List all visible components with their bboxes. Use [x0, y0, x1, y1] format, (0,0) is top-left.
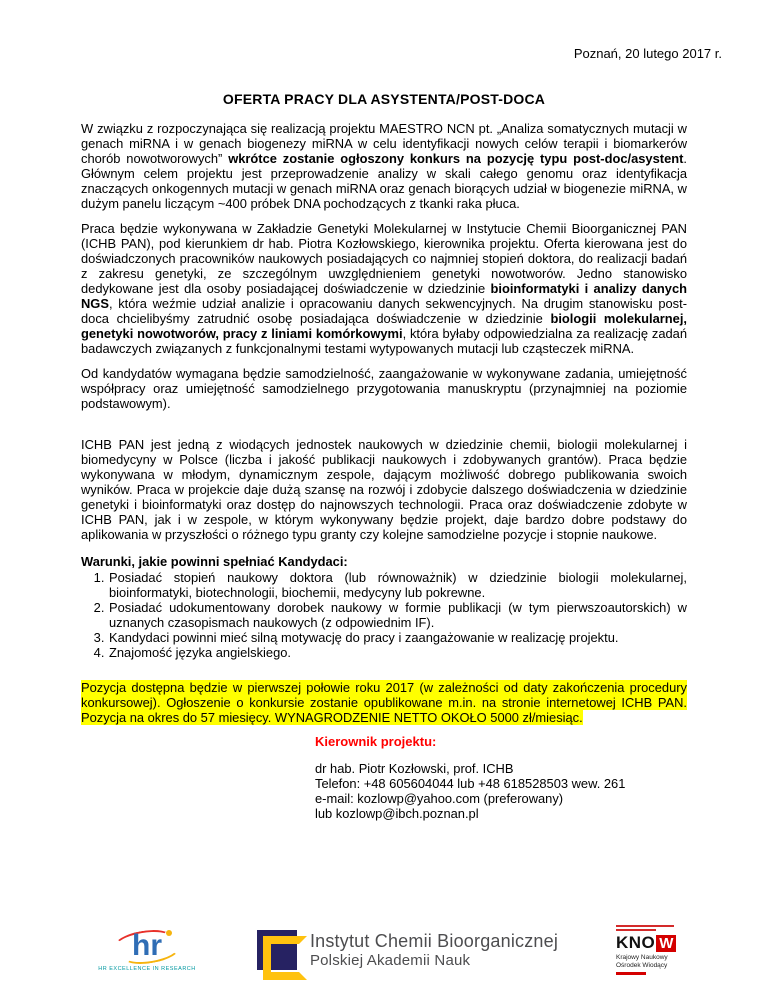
highlighted-text: Pozycja dostępna będzie w pierwszej połowie roku 2017 (w zależności od daty zakończenia procedury konkursowej). Ogłoszenie o konkursie zostanie opublikowane m.in. na stronie internetowej ICHB PAN. Pozycja na okres do 57 miesięcy. WYNAGRODZENIE NETTO OKOŁO 5000 zł/miesiąc. — [81, 680, 687, 725]
hr-logo-caption: HR EXCELLENCE IN RESEARCH — [98, 966, 196, 972]
paragraph-position-availability — [81, 680, 687, 725]
paragraph-workplace: Praca będzie wykonywana w Zakładzie Genetyki Molekularnej w Instytucie Chemii Bioorganicznej PAN (ICHB PAN), pod kierunkiem dr hab. Piotra Kozłowskiego, kierownika projektu. Oferta kierowana jest do doświadczonych pracowników naukowych posiadających co najmniej stopień doktora, do realizacji badań z zakresu genetyki, ze szczególnym uwzględnieniem genetyki nowotworów. Jedno stanowisko dedykowane jest dla osoby posiadającej doświadczenie w dziedzinie bioinformatyki i analizy danych NGS, która weźmie udział analizie i opracowaniu danych sekwencyjnych. Na drugim stanowisku post-doca chcielibyśmy zatrudnić osobę posiadająca doświadczenie w dziedzinie biologii molekularnej, genetyki nowotworów, pracy z liniami komórkowymi, która byłaby odpowiedzialna za realizację zadań badawczych związanych z funkcjonalnymi testami wytypowanych mutacji lub cząsteczek miRNA. — [81, 221, 688, 356]
contact-phone: Telefon: +48 605604044 lub +48 618528503 wew. 261 — [315, 776, 626, 791]
know-logo-caption-line2: Ośrodek Wiodący — [616, 962, 668, 969]
signature-block — [315, 734, 687, 821]
paragraph-candidate-expectations: Od kandydatów wymagana będzie samodzielność, zaangażowanie w wykonywane zadania, umiejętność współpracy oraz umiejętność samodzielnego przygotowania manuskryptu (przynajmniej na poziomie podstawowym). — [81, 366, 687, 411]
know-logo-years-bar-icon — [616, 972, 646, 975]
ichb-logo-text — [310, 931, 558, 970]
ichb-logo-line1: Instytut Chemii Bioorganicznej — [309, 930, 559, 951]
know-logo-topbar2-icon — [616, 929, 656, 931]
requirements-list — [81, 570, 687, 660]
requirement-item-1: 1. Posiadać stopień naukowy doktora (lub równoważnik) w dziedzinie biologii molekularnej, bioinformatyki, biotechnologii, biochemii, medycyny lub pokrewne. — [108, 570, 687, 600]
know-logo-acronym-black: KNO — [616, 933, 656, 952]
ichb-logo-line2: Polskiej Akademii Nauk — [309, 951, 471, 969]
know-logo-acronym — [616, 934, 698, 952]
contact-name: dr hab. Piotr Kozłowski, prof. ICHB — [315, 761, 514, 776]
footer-logos — [0, 914, 768, 986]
know-logo-caption — [616, 954, 698, 970]
ichb-pan-logo — [257, 930, 558, 970]
ichb-logo-icon — [257, 930, 297, 970]
requirement-item-4: 4. Znajomość języka angielskiego. — [108, 645, 687, 660]
paragraph-project-intro: W związku z rozpoczynająca się realizacją projektu MAESTRO NCN pt. „Analiza somatycznych mutacji w genach miRNA i w genach biogenezy miRNA w celu identyfikacji nowych celów terapii i biomarkerów chorób nowotworowych” wkrótce zostanie ogłoszony konkurs na pozycję typu post-doc/asystent. Głównym celem projektu jest przeprowadzenie analizy w skali całego genomu oraz identyfikacja znaczących onkogennych mutacji w genach miRNA oraz genach biorących udział w biogenezie miRNA, w dużym panelu liczącym ~400 próbek DNA pochodzących z tkanki raka płuca. — [81, 121, 687, 211]
date-line: Poznań, 20 lutego 2017 r. — [573, 46, 722, 61]
know-logo-topbar-icon — [616, 925, 674, 927]
requirement-item-3: 3. Kandydaci powinni mieć silną motywację do pracy i zaangażowanie w realizację projektu. — [108, 630, 687, 645]
hr-logo-text: hr — [132, 929, 162, 962]
document-title: OFERTA PRACY DLA ASYSTENTA/POST-DOCA — [222, 91, 546, 107]
know-logo-caption-line1: Krajowy Naukowy — [616, 954, 668, 961]
contact-email-primary: e-mail: kozlowp@yahoo.com (preferowany) — [315, 791, 564, 806]
project-leader-label: Kierownik projektu: — [315, 734, 437, 749]
document-body — [0, 91, 768, 821]
hr-excellence-logo — [95, 928, 199, 972]
paragraph-about-ichb: ICHB PAN jest jedną z wiodących jednostek naukowych w dziedzinie chemii, biologii molekularnej i biomedycyny w Polsce (liczba i jakość publikacji naukowych i zdobywanych grantów). Praca będzie wykonywana w młodym, dynamicznym zespole, dającym możliwość dobrego publikowania swoich wyników. Praca w projekcie daje dużą szansę na rozwój i zdobycie dalszego doświadczenia w dziedzinie genetyki i bioinformatyki oraz dostęp do najnowszych technologii. Praca oraz doświadczenie zdobyte w ICHB PAN, jak i w zespole, w którym wykonywany będzie projekt, daje bardzo dobre podstawy do aplikowania w przyszłości o różnego typu granty czy kolejne samodzielne pozycje i stopnie naukowe. — [81, 437, 687, 542]
hr-logo-dot-icon — [166, 930, 172, 936]
hr-logo-mark — [120, 928, 174, 964]
know-logo — [616, 925, 698, 975]
requirements-heading: Warunki, jakie powinni spełniać Kandydaci: — [81, 554, 348, 569]
contact-email-secondary: lub kozlowp@ibch.poznan.pl — [315, 806, 479, 821]
requirement-item-2: 2. Posiadać udokumentowany dorobek naukowy w formie publikacji (w tym pierwszoautorskich) w uznanych czasopismach naukowych (z odpowiednim IF). — [108, 600, 687, 630]
know-logo-acronym-red: W — [656, 935, 676, 952]
